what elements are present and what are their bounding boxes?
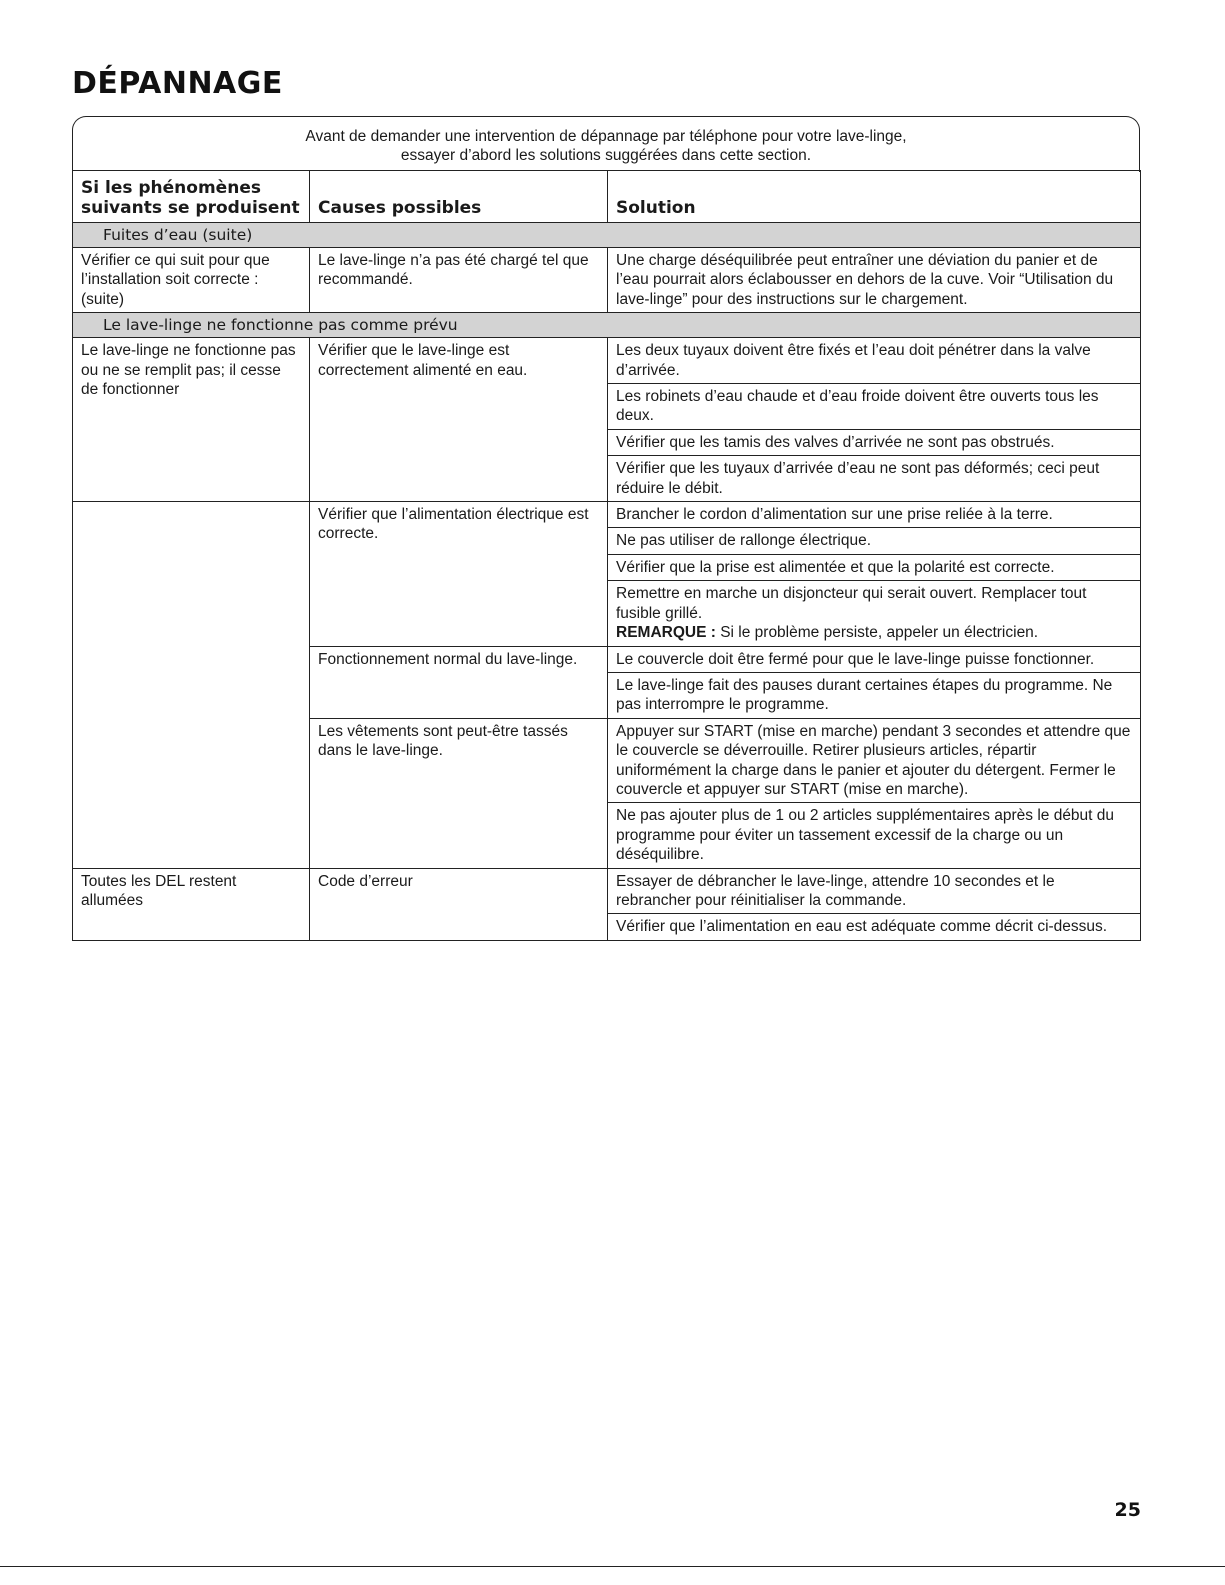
- page-number: 25: [1114, 1499, 1141, 1521]
- solution-cell: Brancher le cordon d’alimentation sur une prise reliée à la terre.: [608, 502, 1141, 528]
- table-row: [73, 868, 1141, 914]
- solution-cell: Le lave-linge fait des pauses durant certaines étapes du programme. Ne pas interrompre le programme.: [608, 672, 1141, 718]
- header-symptoms-line-2: suivants se produisent: [81, 198, 300, 218]
- bottom-rule: [0, 1566, 1225, 1567]
- table-header-row: [73, 171, 1141, 223]
- note-label: REMARQUE :: [616, 624, 716, 642]
- section-label: Le lave-linge ne fonctionne pas comme prévu: [73, 313, 1141, 338]
- solution-cell: Les robinets d’eau chaude et d’eau froide doivent être ouverts tous les deux.: [608, 384, 1141, 430]
- table-row: [73, 338, 1141, 384]
- cause-cell: Code d’erreur: [310, 868, 608, 940]
- table-row: [73, 502, 1141, 528]
- intro-box: [72, 116, 1140, 172]
- symptom-cell: Toutes les DEL restent allumées: [73, 868, 310, 940]
- header-symptoms: [73, 171, 310, 223]
- solution-cell: Vérifier que les tuyaux d’arrivée d’eau ne sont pas déformés; ceci peut réduire le débit.: [608, 456, 1141, 502]
- table-row: [73, 248, 1141, 313]
- solution-cell: [608, 581, 1141, 646]
- solution-cell: Le couvercle doit être fermé pour que le lave-linge puisse fonctionner.: [608, 646, 1141, 672]
- solution-cell: Une charge déséquilibrée peut entraîner une déviation du panier et de l’eau pourrait alors éclabousser en dehors de la cuve. Voir “Utilisation du lave-linge” pour des instructions sur le chargement.: [608, 248, 1141, 313]
- solution-cell: Ne pas ajouter plus de 1 ou 2 articles supplémentaires après le début du programme pour éviter un tassement excessif de la charge ou un déséquilibre.: [608, 803, 1141, 868]
- section-band-not-working: [73, 313, 1141, 338]
- solution-text: Remettre en marche un disjoncteur qui serait ouvert. Remplacer tout fusible grillé.: [616, 585, 1087, 622]
- solution-cell: Appuyer sur START (mise en marche) pendant 3 secondes et attendre que le couvercle se déverrouille. Retirer plusieurs articles, répartir uniformément la charge dans le panier et ajouter du détergent. Fermer le couvercle et appuyer sur START (mise en marche).: [608, 718, 1141, 803]
- cause-cell: Vérifier que le lave-linge est correctement alimenté en eau.: [310, 338, 608, 502]
- section-label: Fuites d’eau (suite): [73, 223, 1141, 248]
- cause-cell: Les vêtements sont peut-être tassés dans le lave-linge.: [310, 718, 608, 868]
- page-title: DÉPANNAGE: [72, 66, 283, 101]
- cause-cell: Le lave-linge n’a pas été chargé tel que recommandé.: [310, 248, 608, 313]
- intro-line-2: essayer d’abord les solutions suggérées dans cette section.: [400, 147, 812, 164]
- solution-cell: Vérifier que l’alimentation en eau est adéquate comme décrit ci-dessus.: [608, 914, 1141, 940]
- symptom-cell-empty: [73, 502, 310, 869]
- troubleshooting-table: [72, 170, 1141, 941]
- symptom-cell: Vérifier ce qui suit pour que l’installation soit correcte : (suite): [73, 248, 310, 313]
- solution-cell: Vérifier que les tamis des valves d’arrivée ne sont pas obstrués.: [608, 429, 1141, 455]
- cause-cell: Vérifier que l’alimentation électrique est correcte.: [310, 502, 608, 646]
- note-text: Si le problème persiste, appeler un électricien.: [715, 624, 1039, 642]
- solution-cell: Les deux tuyaux doivent être fixés et l’eau doit pénétrer dans la valve d’arrivée.: [608, 338, 1141, 384]
- header-causes: Causes possibles: [310, 171, 608, 223]
- solution-cell: Vérifier que la prise est alimentée et que la polarité est correcte.: [608, 554, 1141, 580]
- intro-line-1: Avant de demander une intervention de dépannage par téléphone pour votre lave-linge,: [305, 128, 907, 145]
- section-band-leaks: [73, 223, 1141, 248]
- symptom-cell: Le lave-linge ne fonctionne pas ou ne se remplit pas; il cesse de fonctionner: [73, 338, 310, 502]
- header-symptoms-line-1: Si les phénomènes: [81, 178, 261, 198]
- solution-cell: Essayer de débrancher le lave-linge, attendre 10 secondes et le rebrancher pour réinitialiser la commande.: [608, 868, 1141, 914]
- cause-cell: Fonctionnement normal du lave-linge.: [310, 646, 608, 718]
- header-solution: Solution: [608, 171, 1141, 223]
- solution-cell: Ne pas utiliser de rallonge électrique.: [608, 528, 1141, 554]
